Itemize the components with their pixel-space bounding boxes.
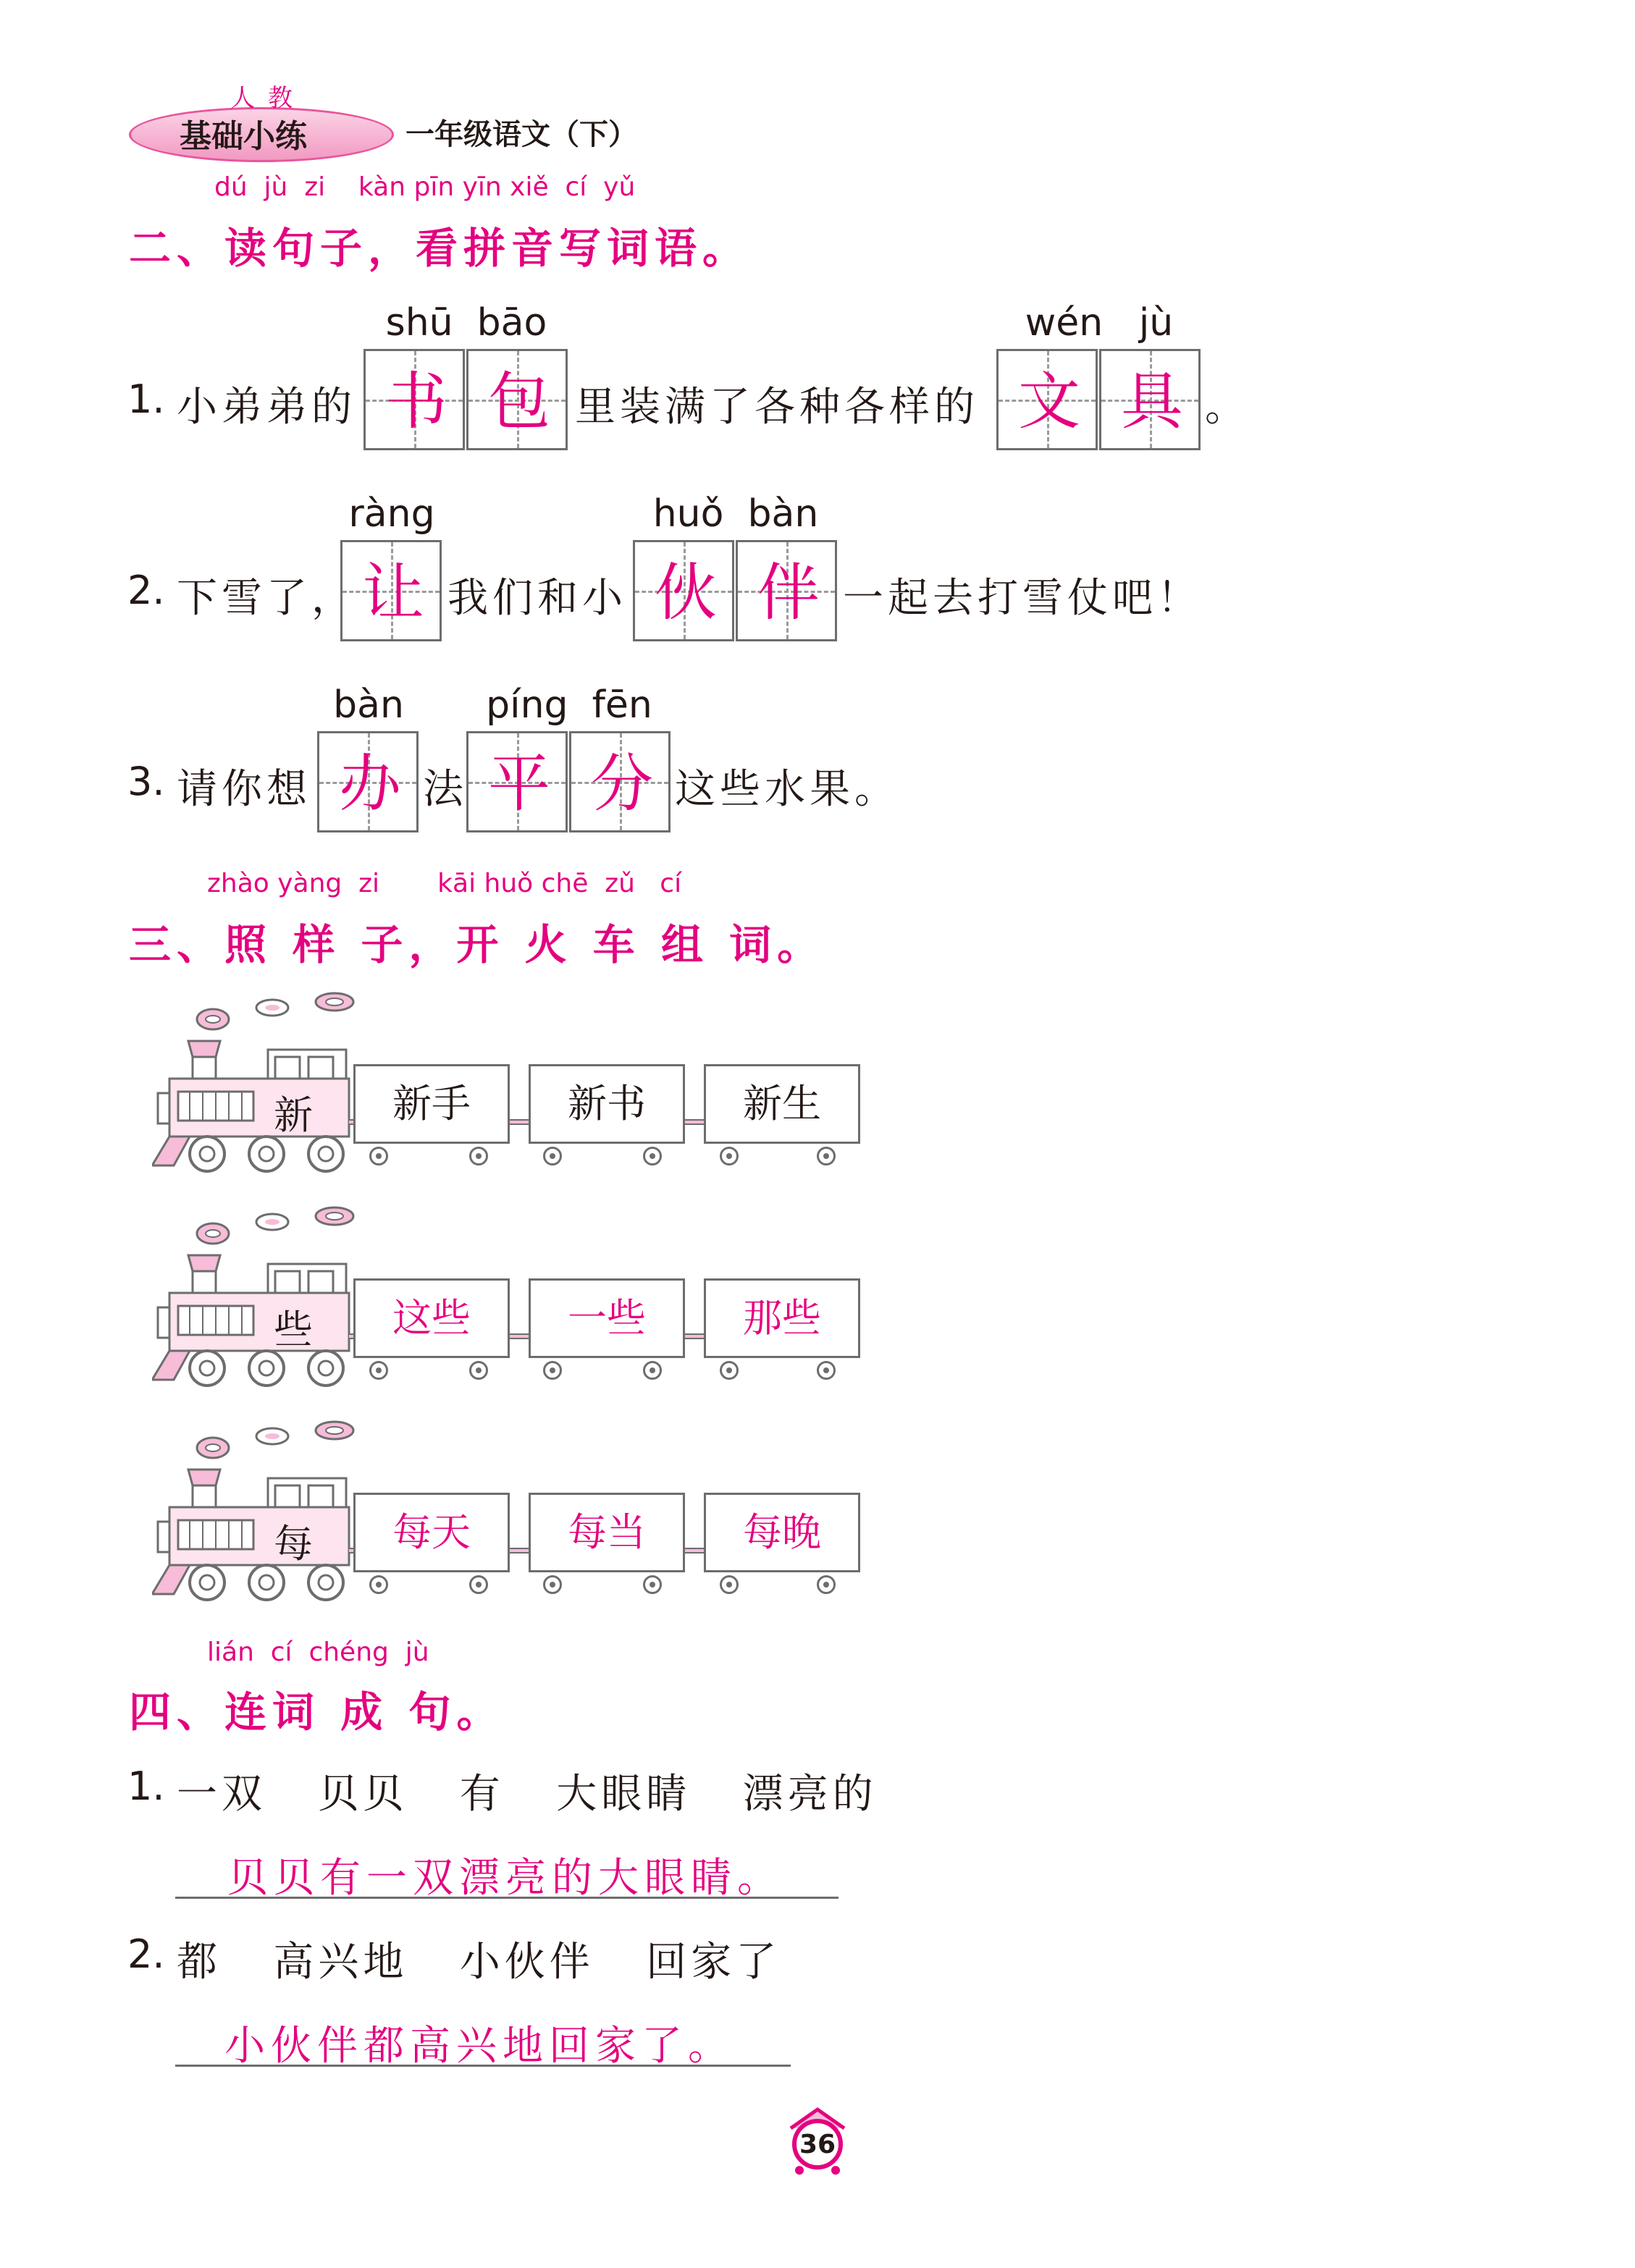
tianzige-box[interactable] <box>363 349 465 450</box>
s4-item2-answer[interactable]: 小伙伴都高兴地回家了。 <box>224 2023 734 2070</box>
answer-char: 让 <box>362 557 424 629</box>
answer-line <box>175 2065 791 2067</box>
s2-item2-pinyin-b: huǒ bàn <box>652 492 819 536</box>
train-2 <box>152 1206 1035 1394</box>
wheel-icon <box>643 1361 662 1380</box>
tianzige-box[interactable] <box>1099 349 1201 450</box>
wheel-icon <box>817 1147 836 1165</box>
train-car[interactable] <box>353 1064 510 1144</box>
train-car[interactable] <box>529 1493 685 1572</box>
s4-item2-number: 2. <box>127 1931 165 1977</box>
car-word: 新手 <box>392 1081 471 1126</box>
s2-item1-number: 1. <box>127 376 165 422</box>
wheel-icon <box>369 1361 388 1380</box>
section2-pinyin: dú jù zi kàn pīn yīn xiě cí yǔ <box>214 172 636 202</box>
s2-item1-pinyin-a: shū bāo <box>385 301 547 345</box>
wheel-icon <box>643 1147 662 1165</box>
section4-pinyin: lián cí chéng jù <box>207 1637 429 1667</box>
tianzige-box[interactable] <box>569 731 671 832</box>
answer-char: 包 <box>488 366 550 438</box>
s2-item2-pinyin-a: ràng <box>348 492 435 536</box>
section4-title: 四、连词 成 句。 <box>129 1687 505 1737</box>
s2-item1-pinyin-b: wén jù <box>1025 301 1174 345</box>
answer-char: 文 <box>1018 366 1080 438</box>
s2-item3-text-b: 法 <box>423 766 468 813</box>
train-car[interactable] <box>704 1493 860 1572</box>
s2-item2-text-b: 我们和小 <box>447 575 627 622</box>
tianzige-box[interactable] <box>340 540 442 641</box>
wheel-icon <box>720 1147 739 1165</box>
section3-title: 三、照 样 子，开 火 车 组 词。 <box>129 920 825 969</box>
s2-item3-number: 3. <box>127 759 165 804</box>
answer-char: 平 <box>488 748 550 820</box>
s4-item1-number: 1. <box>127 1763 165 1809</box>
section2-title: 二、读句子，看拼音写词语。 <box>129 224 751 273</box>
train-car[interactable] <box>704 1278 860 1358</box>
wheel-icon <box>543 1361 562 1380</box>
car-word: 新书 <box>568 1081 646 1126</box>
s4-item2-words: 都 高兴地 小伙伴 回家了 <box>177 1939 781 1986</box>
page-number: 36 <box>799 2130 836 2159</box>
engine-character: 些 <box>274 1307 313 1352</box>
coupler <box>685 1548 705 1554</box>
wheel-icon <box>643 1575 662 1594</box>
wheel-icon <box>369 1575 388 1594</box>
train-car[interactable] <box>353 1278 510 1358</box>
answer-line <box>175 1897 838 1899</box>
s4-item1-words: 一双 贝贝 有 大眼睛 漂亮的 <box>177 1771 878 1818</box>
locomotive-icon <box>152 1420 355 1601</box>
engine-character: 新 <box>274 1092 313 1138</box>
locomotive-icon <box>152 992 355 1173</box>
car-word: 那些 <box>743 1295 821 1341</box>
locomotive-icon <box>152 1206 355 1387</box>
train-car[interactable] <box>529 1278 685 1358</box>
s2-item2-text-a: 下雪了， <box>177 575 356 622</box>
tianzige-box[interactable] <box>466 349 568 450</box>
answer-char: 伙 <box>655 557 717 629</box>
wheel-icon <box>369 1147 388 1165</box>
s2-item2-text-c: 一起去打雪仗吧！ <box>843 575 1202 622</box>
train-car[interactable] <box>704 1064 860 1144</box>
car-word: 每晚 <box>743 1509 821 1555</box>
wheel-icon <box>543 1147 562 1165</box>
car-word: 一些 <box>568 1295 646 1341</box>
car-word: 每天 <box>392 1509 471 1555</box>
header-subject: 一年级语文（下） <box>405 118 637 151</box>
tianzige-box[interactable] <box>466 731 568 832</box>
s2-item3-pinyin-b: píng fēn <box>486 683 652 727</box>
train-3 <box>152 1420 1035 1609</box>
coupler <box>685 1333 705 1339</box>
header-edition: 人教 <box>230 84 306 113</box>
s2-item1-text-b: 里装满了各种各样的 <box>575 384 979 431</box>
answer-char: 具 <box>1121 366 1183 438</box>
train-1 <box>152 992 1035 1180</box>
car-word: 每当 <box>568 1509 646 1555</box>
car-word: 新生 <box>743 1081 821 1126</box>
wheel-icon <box>543 1575 562 1594</box>
wheel-icon <box>469 1575 488 1594</box>
coupler <box>510 1333 530 1339</box>
s2-item1-text-c: 。 <box>1205 384 1250 431</box>
wheel-icon <box>817 1361 836 1380</box>
car-word: 这些 <box>392 1295 471 1341</box>
wheel-icon <box>817 1575 836 1594</box>
wheel-icon <box>469 1361 488 1380</box>
s2-item3-pinyin-a: bàn <box>333 683 404 727</box>
header-series-title: 基础小练 <box>180 118 307 155</box>
answer-char: 书 <box>385 366 447 438</box>
section3-pinyin: zhào yàng zi kāi huǒ chē zǔ cí <box>207 869 682 898</box>
s2-item1-text-a: 小弟弟的 <box>177 384 356 431</box>
s2-item3-text-a: 请你想 <box>177 766 311 813</box>
tianzige-box[interactable] <box>633 540 734 641</box>
s2-item3-text-c: 这些水果。 <box>675 766 899 813</box>
wheel-icon <box>720 1361 739 1380</box>
train-car[interactable] <box>353 1493 510 1572</box>
s2-item2-number: 2. <box>127 568 165 613</box>
coupler <box>510 1119 530 1125</box>
train-car[interactable] <box>529 1064 685 1144</box>
answer-char: 办 <box>339 748 401 820</box>
wheel-icon <box>720 1575 739 1594</box>
tianzige-box[interactable] <box>736 540 837 641</box>
engine-character: 每 <box>274 1521 313 1567</box>
s4-item1-answer[interactable]: 贝贝有一双漂亮的大眼睛。 <box>227 1855 783 1902</box>
coupler <box>510 1548 530 1554</box>
answer-char: 伴 <box>757 557 820 629</box>
tianzige-box[interactable] <box>317 731 419 832</box>
answer-char: 分 <box>591 748 653 820</box>
tianzige-box[interactable] <box>996 349 1098 450</box>
wheel-icon <box>469 1147 488 1165</box>
coupler <box>685 1119 705 1125</box>
